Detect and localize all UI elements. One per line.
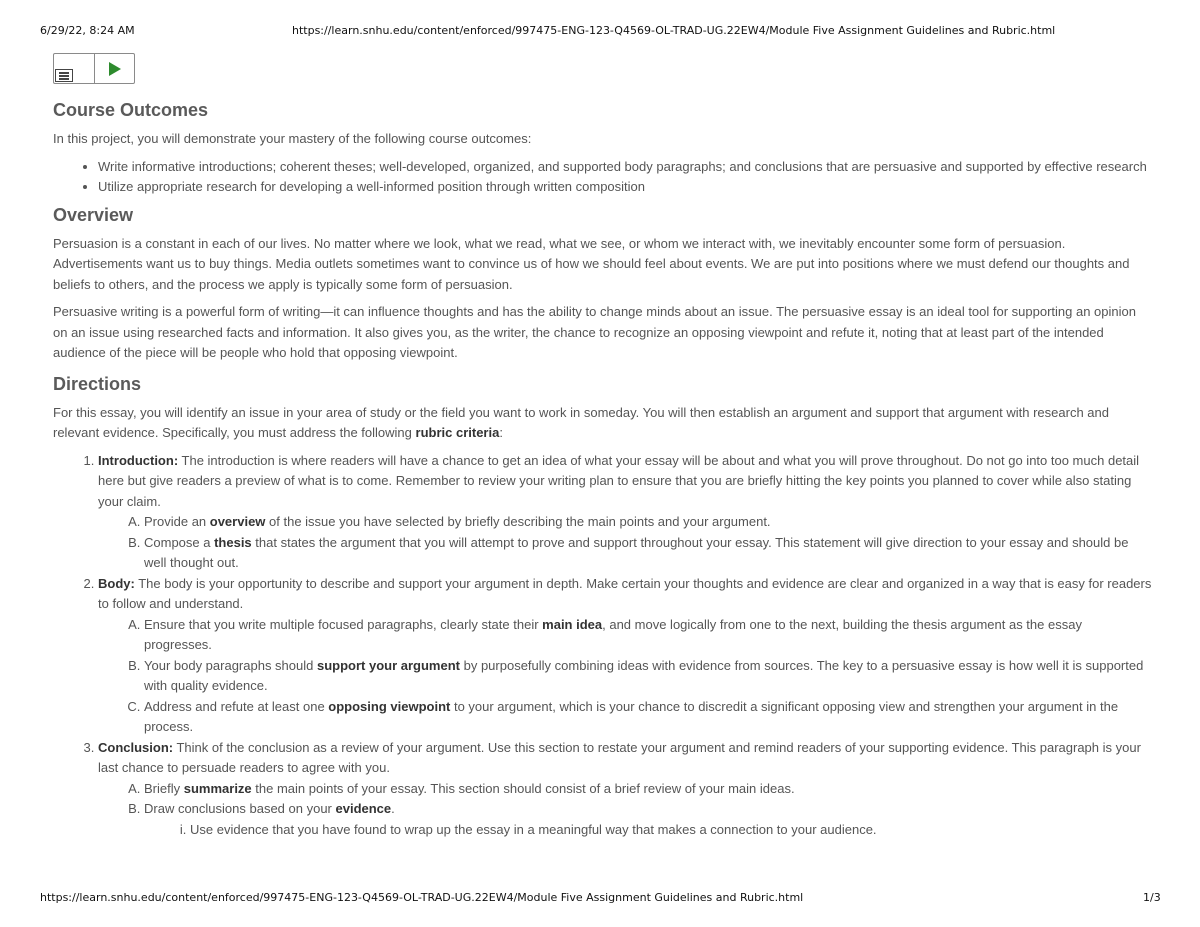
list-item: A. Briefly summarize the main points of your essay. This section should consist of a brief review of your main ideas. <box>144 779 1153 800</box>
rubric-criteria-list <box>53 451 1153 841</box>
list-item: A. Ensure that you write multiple focused paragraphs, clearly state their main idea, and move logically from one to the next, building the thesis argument as the essay progresses. <box>144 615 1153 656</box>
list-item: A. Provide an overview of the issue you have selected by briefly describing the main points and your argument. <box>144 512 1153 533</box>
criterion-body: 2. Body: The body is your opportunity to describe and support your argument in depth. Make certain your thoughts and evidence are clear and organized in a way that is easy for readers to follow and understand. A. Ensure that you write multiple focused paragraphs, clearly state their main idea, and move logically from one to the next, building the thesis argument as the essay progresses. B. Your body paragraphs should support your argument by purposefully combining ideas with evidence from sources. The key to a persuasive essay is how well it is supported with quality evidence. C. Address and refute at least one opposing viewpoint to your argument, which is your chance to discredit a significant opposing view and strengthen your argument in the process. <box>98 574 1153 738</box>
overview-heading: Overview <box>53 204 134 225</box>
play-button[interactable] <box>94 54 135 83</box>
overview-paragraph: Persuasive writing is a powerful form of writing—it can influence thoughts and has the ability to change minds about an issue. The persuasive essay is an ideal tool for supporting an opinion on an issue using researched facts and information. It also gives you, as the writer, the chance to recognize an opposing viewpoint and refute it, noting that at least part of the intended audience of the piece will be people who hold that opposing viewpoint. <box>53 304 1136 360</box>
list-item: C. Address and refute at least one opposing viewpoint to your argument, which is your chance to discredit a significant opposing view and strengthen your argument in the process. <box>144 697 1153 738</box>
list-item: • Write informative introductions; coherent theses; well-developed, organized, and supported body paragraphs; and conclusions that are persuasive and supported by effective research <box>98 157 1153 178</box>
overview-paragraph: Persuasion is a constant in each of our lives. No matter where we look, what we read, what we see, or whom we interact with, we inevitably encounter some form of persuasion. Advertisements want us to buy things. Media outlets sometimes want to convince us of how we should feel about events. We are put into positions where we must defend our thoughts and beliefs to others, and the process we apply is typically some form of persuasion. <box>53 235 1130 292</box>
directions-intro: For this essay, you will identify an issue in your area of study or the field you want to work in someday. You will then establish an argument and support that argument with research and relevant evidence. Specifically, you must address the following rubric criteria: <box>53 404 1109 440</box>
media-toolbar <box>53 53 135 84</box>
course-outcomes-list <box>53 157 1153 198</box>
list-item: B. Draw conclusions based on your evidence. i. Use evidence that you have found to wrap up the essay in a meaningful way that makes a connection to your audience. <box>144 799 1153 840</box>
criterion-conclusion: 3. Conclusion: Think of the conclusion as a review of your argument. Use this section to restate your argument and remind readers of your supporting evidence. This paragraph is your last chance to persuade readers to agree with you. A. Briefly summarize the main points of your essay. This section should consist of a brief review of your main ideas. B. Draw conclusions based on your evidence. i. Use evidence that you have found to wrap up the essay in a meaningful way that makes a connection to your audience. <box>98 738 1153 841</box>
page-content <box>53 53 1153 840</box>
page-number: 1/3 <box>1143 891 1161 904</box>
print-header-url: https://learn.snhu.edu/content/enforced/997475-ENG-123-Q4569-OL-TRAD-UG.22EW4/Module Five Assignment Guidelines and Rubric.html <box>292 24 1056 37</box>
list-item: i. Use evidence that you have found to wrap up the essay in a meaningful way that makes a connection to your audience. <box>190 820 1153 841</box>
play-icon <box>109 62 121 76</box>
course-outcomes-heading: Course Outcomes <box>53 100 209 120</box>
list-item: • Utilize appropriate research for developing a well-informed position through written composition <box>98 177 1153 198</box>
directions-heading: Directions <box>53 373 142 394</box>
criterion-introduction: 1. Introduction: The introduction is where readers will have a chance to get an idea of what your essay will be about and what you will prove throughout. Do not go into too much detail here but give readers a preview of what is to come. Remember to review your writing plan to ensure that you are briefly hitting the key points you planned to cover while also stating your claim. A. Provide an overview of the issue you have selected by briefly describing the main points and your argument. B. Compose a thesis that states the argument that you will attempt to prove and support throughout your essay. This statement will give direction to your essay and should be well thought out. <box>98 451 1153 574</box>
print-footer <box>0 891 1200 905</box>
transcript-button[interactable] <box>54 54 94 83</box>
print-header <box>0 24 1200 38</box>
course-outcomes-intro: In this project, you will demonstrate your mastery of the following course outcomes: <box>53 131 532 146</box>
print-datetime: 6/29/22, 8:24 AM <box>40 24 135 37</box>
print-footer-url: https://learn.snhu.edu/content/enforced/997475-ENG-123-Q4569-OL-TRAD-UG.22EW4/Module Five Assignment Guidelines and Rubric.html <box>40 891 804 904</box>
transcript-icon <box>55 69 73 82</box>
list-item: B. Compose a thesis that states the argument that you will attempt to prove and support throughout your essay. This statement will give direction to your essay and should be well thought out. <box>144 533 1153 574</box>
list-item: B. Your body paragraphs should support your argument by purposefully combining ideas with evidence from sources. The key to a persuasive essay is how well it is supported with quality evidence. <box>144 656 1153 697</box>
